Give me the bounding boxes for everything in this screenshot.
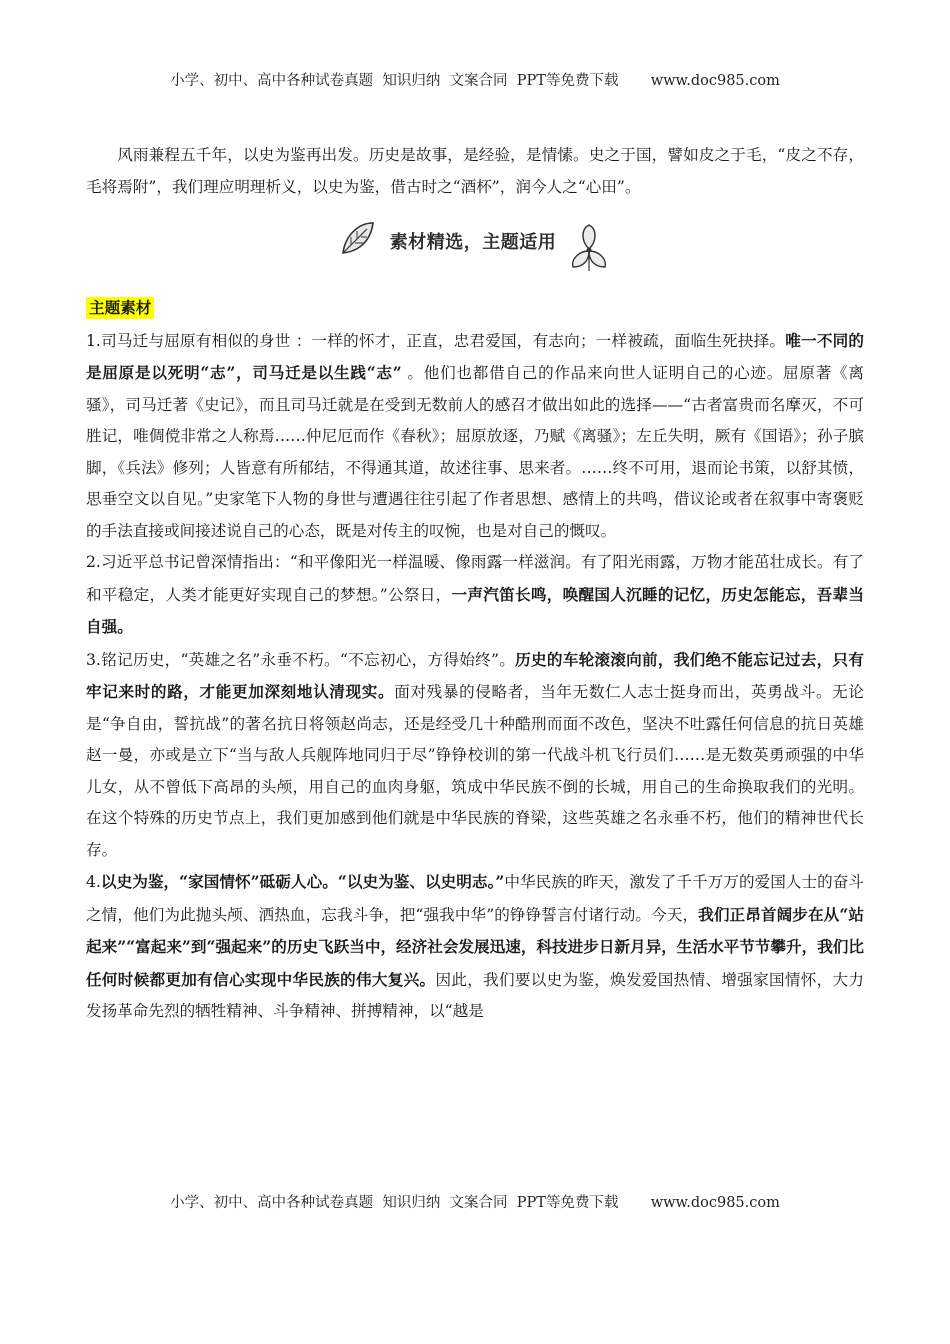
- item-text: 因此，我们要以史为鉴，焕发爱国热情、增强家国情怀，大力发扬革命先烈的牺牲精神、斗争精神、拼搏精神，以“越是: [86, 970, 864, 1020]
- item-text: 中华民族的昨天，激发了千千万万的爱国人士的奋斗之情，他们为此抛头颅、洒热血，忘我斗争，把“强我中华”的铮铮誓言付诸行动。今天，: [86, 873, 864, 924]
- item-bold-text: 历史的车轮滚滚向前，我们绝不能忘记过去，只有牢记来时的路，才能更加深刻地认清现实。: [86, 649, 864, 701]
- item-text: 3.铭记历史，“英雄之名”永垂不朽。“不忘初心，方得始终”。: [86, 650, 516, 669]
- item-text: 1.司马迁与屈原有相似的身世 ：一样的怀才，正直，忠君爱国，有志向；一样被疏，面临生死抉择。: [86, 331, 786, 350]
- item-text: 4.: [86, 873, 101, 891]
- item-bold-text: 以史为鉴，“家国情怀”砥砺人心。“以史为鉴、以史明志。”: [100, 872, 505, 891]
- item-bold-text: 我们正昂首阔步在从“站起来”“富起来”到“强起来”的历史飞跃当中，经济社会发展迅速，科技进步日新月异，生活水平节节攀升，我们比任何时候都更加有信心实现中华民族的伟大复兴。: [86, 904, 864, 989]
- item-text: 2.习近平总书记曾深情指出：“和平像阳光一样温暖、像雨露一样滋润。有了阳光雨露，万物才能茁壮成长。有了和平稳定，人类才能更好实现自己的梦想。”公祭日，: [86, 553, 864, 604]
- page-header: 小学、初中、高中各种试卷真题 知识归纳 文案合同 PPT等免费下载 www.doc985.com: [170, 73, 780, 89]
- flower-icon: [567, 221, 611, 273]
- intro-paragraph: 风雨兼程五千年，以史为鉴再出发。历史是故事，是经验，是情愫。史之于国，譬如皮之于毛，“皮之不存，毛将焉附”，我们理应明理析义，以史为鉴，借古时之“酒杯”，润今人之“心田”。: [86, 146, 864, 196]
- section-banner: [345, 219, 605, 275]
- item-text: 。他们也都借自己的作品来向世人证明自己的心迹。屈原著《离骚》，司马迁著《史记》，而且司马迁就是在受到无数前人的感召才做出如此的选择——“古者富贵而名摩灭，不可胜记，唯倜傥非常之人称焉……仲尼厄而作《春秋》；屈原放逐，乃赋《离骚》；左丘失明，厥有《国语》；孙子膑脚，《兵法》修列；人皆意有所郁结，不得通其道，故述往事、思来者。……终不可用，退而论书策，以舒其愤，思垂空文以自见。”史家笔下人物的身世与遭遇往往引起了作者思想、感情上的共鸣，借议论或者在叙事中寄褒贬的手法直接或间接述说自己的心态，既是对传主的叹惋，也是对自己的慨叹。: [86, 364, 864, 540]
- banner-title: 素材精选，主题适用: [389, 232, 557, 253]
- item-bold-text: 唯一不同的是屈原是以死明“志”，司马迁是以生践“志”: [86, 330, 864, 382]
- material-item-3: [86, 644, 864, 867]
- item-text: 面对残暴的侵略者，当年无数仁人志士挺身而出，英勇战斗。无论是“争自由，誓抗战”的著名抗日将领赵尚志，还是经受几十种酷刑而面不改色，坚决不吐露任何信息的抗日英雄赵一曼，亦或是立下“当与敌人兵舰阵地同归于尽”铮铮校训的第一代战斗机飞行员们……是无数英勇顽强的中华儿女，从不曾低下高昂的头颅，用自己的血肉身躯，筑成中华民族不倒的长城，用自己的生命换取我们的光明。在这个特殊的历史节点上，我们更加感到他们就是中华民族的脊梁，这些英雄之名永垂不朽，他们的精神世代长存。: [86, 683, 864, 859]
- document-body: [86, 140, 864, 1028]
- material-item-2: [86, 547, 864, 644]
- item-bold-text: 一声汽笛长鸣，唤醒国人沉睡的记忆，历史怎能忘，吾辈当自强。: [86, 584, 864, 636]
- material-item-4: [86, 866, 864, 1028]
- section-label: 主题素材: [86, 297, 154, 319]
- material-item-1: [86, 325, 864, 548]
- page-footer: 小学、初中、高中各种试卷真题 知识归纳 文案合同 PPT等免费下载 www.doc985.com: [170, 1195, 780, 1211]
